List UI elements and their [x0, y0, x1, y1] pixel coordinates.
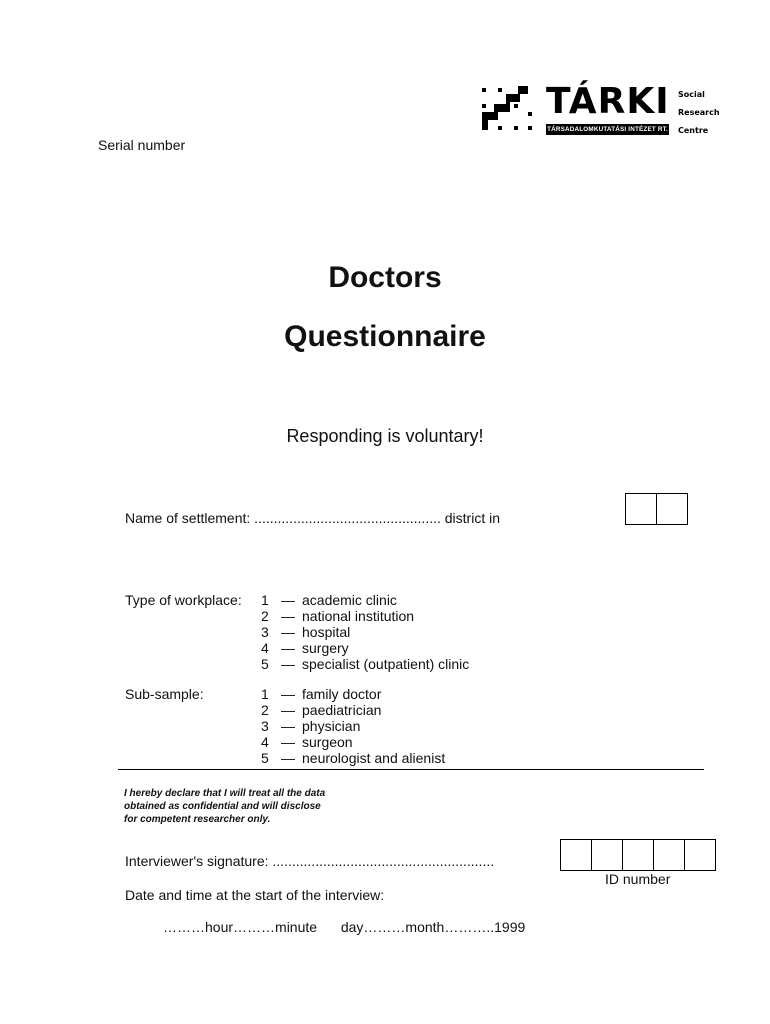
workplace-option[interactable]: [261, 640, 469, 656]
option-text: paediatrician: [302, 702, 382, 718]
option-number: 2: [261, 608, 269, 624]
voluntary-notice: Responding is voluntary!: [286, 426, 484, 446]
option-dash: —: [281, 624, 295, 640]
option-text: neurologist and alienist: [302, 750, 446, 766]
district-label: district in: [444, 510, 500, 526]
option-text: family doctor: [302, 686, 382, 702]
workplace-options: [261, 592, 469, 672]
id-box[interactable]: [653, 839, 685, 871]
workplace-label: Type of workplace:: [125, 592, 242, 608]
logo-side-line: Research: [678, 108, 720, 117]
option-number: 1: [261, 592, 269, 608]
month-label: month: [405, 919, 445, 935]
option-number: 4: [261, 640, 269, 656]
day-label: day: [340, 919, 364, 935]
page-title-line-2: Questionnaire: [284, 320, 486, 353]
option-dash: —: [281, 686, 295, 702]
staircase-logo-icon: [480, 82, 540, 136]
minute-field[interactable]: ………: [233, 919, 276, 935]
option-number: 5: [261, 750, 269, 766]
option-number: 4: [261, 734, 269, 750]
page-title-line-1: Doctors: [328, 261, 442, 294]
id-box[interactable]: [622, 839, 654, 871]
option-dash: —: [281, 734, 295, 750]
district-box[interactable]: [625, 493, 657, 525]
declaration-line: for competent researcher only.: [124, 814, 271, 825]
subsample-options: [261, 686, 445, 766]
id-number-boxes: [560, 839, 716, 871]
section-divider: [118, 769, 704, 770]
id-box[interactable]: [684, 839, 716, 871]
subsample-label: Sub-sample:: [125, 686, 204, 702]
id-box[interactable]: [560, 839, 592, 871]
workplace-option[interactable]: [261, 592, 469, 608]
month-field[interactable]: ………..: [444, 919, 495, 935]
tarki-logo: [480, 82, 720, 140]
interviewer-signature-line: [125, 853, 494, 869]
workplace-option[interactable]: [261, 608, 469, 624]
option-number: 1: [261, 686, 269, 702]
workplace-option[interactable]: [261, 656, 469, 672]
option-dash: —: [281, 608, 295, 624]
subsample-option[interactable]: [261, 718, 445, 734]
interview-start-datetime: [163, 919, 525, 935]
option-dash: —: [281, 656, 295, 672]
subsample-option[interactable]: [261, 702, 445, 718]
settlement-field[interactable]: ................................................: [254, 510, 441, 526]
option-dash: —: [281, 750, 295, 766]
hour-field[interactable]: ………: [163, 919, 205, 935]
option-text: national institution: [302, 608, 415, 624]
subsample-option[interactable]: [261, 734, 445, 750]
serial-number-label: Serial number: [98, 137, 186, 153]
year-value: 1999: [494, 919, 526, 935]
option-dash: —: [281, 592, 295, 608]
interviewer-signature-label: Interviewer's signature:: [125, 853, 269, 869]
workplace-option[interactable]: [261, 624, 469, 640]
logo-wordmark: TÁRKI: [546, 81, 670, 122]
logo-side-line: Social: [678, 90, 705, 99]
logo-side-text: [678, 86, 720, 140]
confidentiality-declaration: [124, 787, 325, 826]
id-box[interactable]: [591, 839, 623, 871]
hour-label: hour: [205, 919, 234, 935]
option-dash: —: [281, 702, 295, 718]
option-dash: —: [281, 640, 295, 656]
option-text: physician: [302, 718, 361, 734]
option-number: 3: [261, 624, 269, 640]
option-text: academic clinic: [302, 592, 397, 608]
declaration-line: I hereby declare that I will treat all the data: [124, 788, 326, 799]
option-text: surgeon: [302, 734, 353, 750]
district-boxes: [625, 493, 688, 525]
option-text: hospital: [302, 624, 351, 640]
option-number: 3: [261, 718, 269, 734]
id-number-label: ID number: [605, 871, 671, 887]
settlement-label: Name of settlement:: [125, 510, 251, 526]
subsample-option[interactable]: [261, 750, 445, 766]
logo-tagline-bar: TÁRSADALOMKUTATÁSI INTÉZET RT.: [547, 126, 668, 133]
day-field[interactable]: ………: [363, 919, 406, 935]
option-number: 2: [261, 702, 269, 718]
subsample-option[interactable]: [261, 686, 445, 702]
logo-side-line: Centre: [678, 126, 709, 135]
option-text: surgery: [302, 640, 349, 656]
settlement-line: [125, 510, 500, 526]
option-text: specialist (outpatient) clinic: [302, 656, 470, 672]
interview-start-label: Date and time at the start of the interview:: [125, 887, 385, 903]
interviewer-signature-field[interactable]: .........................................................: [272, 853, 495, 869]
option-number: 5: [261, 656, 269, 672]
minute-label: minute: [275, 919, 318, 935]
option-dash: —: [281, 718, 295, 734]
declaration-line: obtained as confidential and will disclose: [124, 801, 321, 812]
district-box[interactable]: [656, 493, 688, 525]
